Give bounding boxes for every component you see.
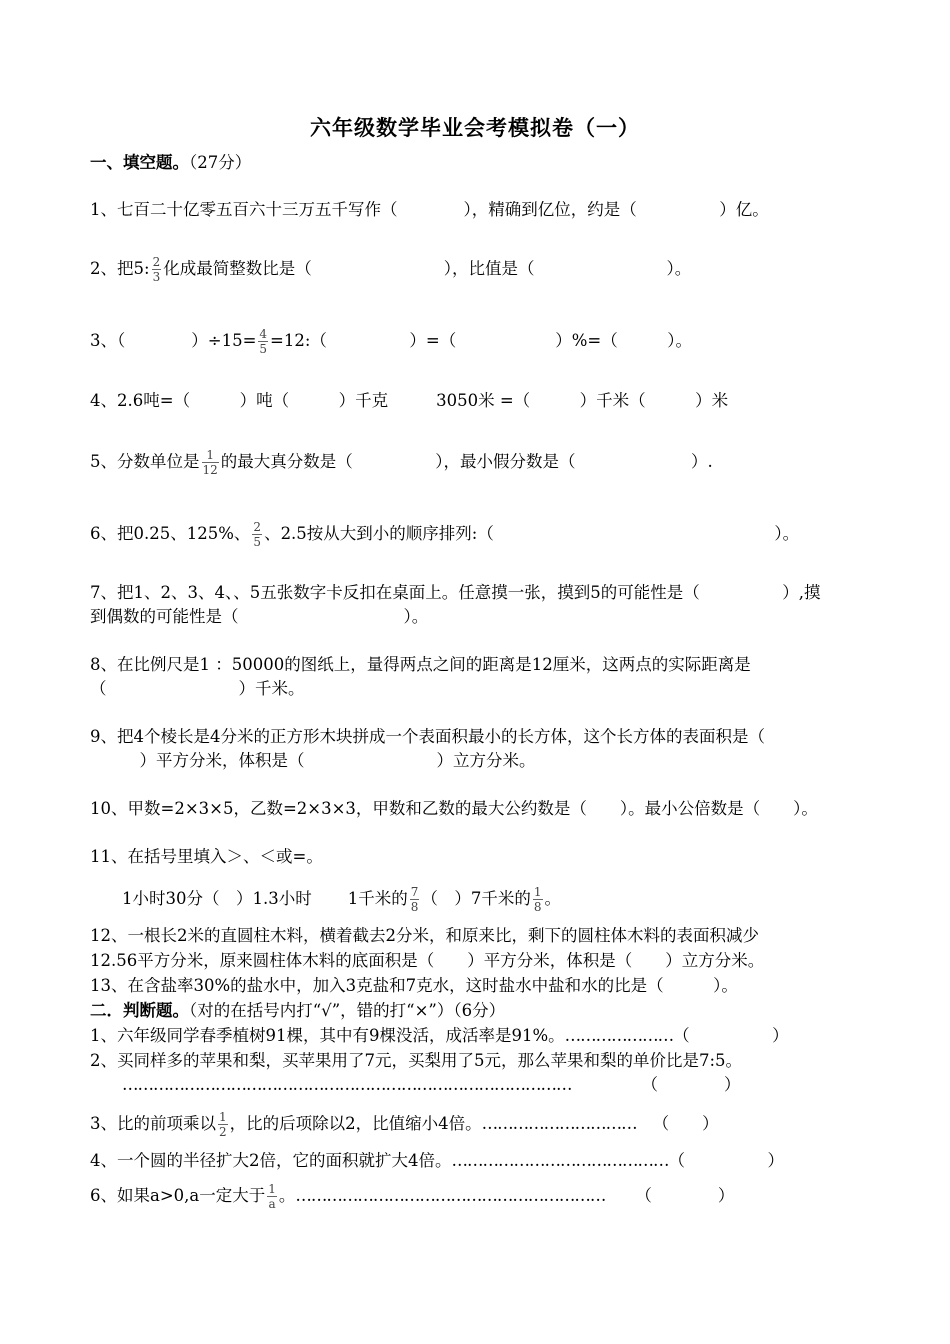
q3-text-a: 3、（ ）÷15= [90, 331, 257, 350]
j6-fraction-numerator: 1 [268, 1182, 276, 1196]
q6-fraction-denominator: 5 [253, 535, 262, 549]
question-4 [90, 390, 728, 412]
q5-text-a: 5、分数单位是 [90, 452, 200, 471]
question-9-line-1: 9、把4个棱长是4分米的正方形木块拼成一个表面积最小的长方体，这个长方体的表面积是（ [90, 727, 765, 746]
question-11: 11、在括号里填入＞、＜或=。 [90, 847, 323, 866]
question-5 [90, 448, 713, 477]
question-8-line-2: （ ）千米。 [90, 679, 305, 698]
j1-leader-dots: ………………… [564, 1026, 674, 1045]
j3-fraction-numerator: 1 [219, 1110, 227, 1124]
q6-fraction-numerator: 2 [253, 520, 262, 534]
q6-fraction [252, 520, 262, 549]
j6-leader-dots: …………………………………………………… [295, 1186, 606, 1205]
j4-leader-dots: …………………………………… [451, 1151, 669, 1170]
j6-answer-paren: （ ） [635, 1186, 735, 1205]
section1-header [90, 152, 251, 174]
q2-fraction-denominator: 3 [152, 270, 161, 284]
q4-text-b: 3050米 =（ ）千米（ ）米 [436, 391, 729, 410]
q2-text-b: 化成最简整数比是（ ），比值是（ ）。 [163, 259, 692, 278]
question-2 [90, 255, 691, 284]
question-11-comparisons [122, 885, 561, 914]
j3-answer-paren: （ ） [652, 1114, 719, 1133]
j3-fraction-denominator: 2 [219, 1125, 227, 1139]
question-13: 13、在含盐率30%的盐水中，加入3克盐和7克水，这时盐水中盐和水的比是（ ）。 [90, 976, 738, 995]
j6-text-b: 。 [278, 1186, 296, 1205]
j4-answer-paren: （ ） [668, 1151, 784, 1170]
q11-item-d: 。 [544, 889, 562, 908]
section2-note: （对的在括号内打“√”，错的打“×”）（6分） [189, 1001, 506, 1020]
j6-text-a: 6、如果a>0,a一定大于 [90, 1186, 266, 1205]
judgement-3 [90, 1110, 719, 1139]
question-7-line-2: 到偶数的可能性是（ ）。 [90, 607, 429, 626]
q11-item-c: （ ）7千米的 [421, 889, 531, 908]
j6-fraction-denominator: a [268, 1197, 276, 1211]
j2-leader-dots: …………………………………………………………………………… [122, 1075, 572, 1094]
q5-text-b: 的最大真分数是（ ），最小假分数是（ ）. [220, 452, 713, 471]
j2-answer-paren: （ ） [641, 1075, 741, 1094]
q4-text-a: 4、2.6吨=（ ）吨（ ）千克 [90, 391, 389, 410]
question-7-line-1: 7、把1、2、3、4、、5五张数字卡反扣在桌面上。任意摸一张，摸到5的可能性是（ ）,摸 [90, 583, 821, 602]
q11-item-a: 1小时30分（ ）1.3小时 [122, 889, 312, 908]
q3-fraction-denominator: 5 [259, 342, 268, 356]
section2-header [90, 1000, 505, 1022]
q11-fraction-1-denominator: 8 [410, 900, 419, 914]
q11-fraction-2-denominator: 8 [533, 900, 542, 914]
q3-fraction-numerator: 4 [259, 327, 268, 341]
question-12-line-1: 12、一根长2米的直圆柱木料，横着截去2分米，和原来比，剩下的圆柱体木料的表面积减少 [90, 926, 759, 945]
judgement-6 [90, 1182, 734, 1211]
question-6 [90, 520, 799, 549]
q5-fraction-denominator: 12 [202, 463, 218, 477]
j3-leader-dots: ………………………… [481, 1114, 637, 1133]
q3-text-b: =12:（ ）=（ ）%=（ ）。 [270, 331, 693, 350]
q2-text-a: 2、把5: [90, 259, 150, 278]
q5-fraction-numerator: 1 [202, 448, 219, 463]
q6-text-b: 、2.5按从大到小的顺序排列:（ ）。 [264, 524, 800, 543]
j3-text-a: 3、比的前项乘以 [90, 1114, 216, 1133]
section1-heading: 一、填空题。 [90, 153, 189, 172]
page-title: 六年级数学毕业会考模拟卷（一） [310, 115, 640, 140]
q2-fraction-numerator: 2 [152, 255, 161, 269]
j1-text: 1、六年级同学春季植树91棵，其中有9棵没活，成活率是91%。 [90, 1026, 565, 1045]
j1-answer-paren: （ ） [673, 1026, 789, 1045]
j6-fraction [267, 1182, 277, 1211]
q2-fraction [152, 255, 162, 284]
question-1: 1、七百二十亿零五百六十三万五千写作（ ），精确到亿位，约是（ ）亿。 [90, 200, 769, 219]
judgement-2-line-1: 2、买同样多的苹果和梨，买苹果用了7元，买梨用了5元，那么苹果和梨的单价比是7:5。 [90, 1051, 743, 1070]
section2-heading: 二．判断题。 [90, 1001, 189, 1020]
q6-text-a: 6、把0.25、125%、 [90, 524, 251, 543]
question-9-line-2: ）平方分米，体积是（ ）立方分米。 [90, 751, 536, 770]
j3-text-b: ，比的后项除以2，比值缩小4倍。 [229, 1114, 482, 1133]
section1-score: （27分） [189, 153, 252, 172]
q11-fraction-2 [533, 885, 543, 914]
q11-item-b: 1千米的 [347, 889, 408, 908]
q11-fraction-1-numerator: 7 [410, 885, 419, 899]
q3-fraction [258, 327, 268, 356]
q5-fraction [202, 448, 219, 477]
judgement-4 [90, 1150, 784, 1172]
q11-fraction-1 [410, 885, 420, 914]
question-3 [90, 327, 692, 356]
q11-fraction-2-numerator: 1 [533, 885, 542, 899]
question-12-line-2: 12.56平方分米，原来圆柱体木料的底面积是（ ）平方分米，体积是（ ）立方分米。 [90, 951, 765, 970]
j4-text: 4、一个圆的半径扩大2倍，它的面积就扩大4倍。 [90, 1151, 452, 1170]
question-8-line-1: 8、在比例尺是1 ：50000的图纸上，量得两点之间的距离是12厘米，这两点的实际距离是 [90, 655, 751, 674]
question-10: 10、甲数=2×3×5，乙数=2×3×3，甲数和乙数的最大公约数是（ ）。最小公倍数是（ ）。 [90, 799, 818, 818]
judgement-2-line-2 [122, 1074, 741, 1096]
j3-fraction [218, 1110, 228, 1139]
judgement-1 [90, 1025, 789, 1047]
